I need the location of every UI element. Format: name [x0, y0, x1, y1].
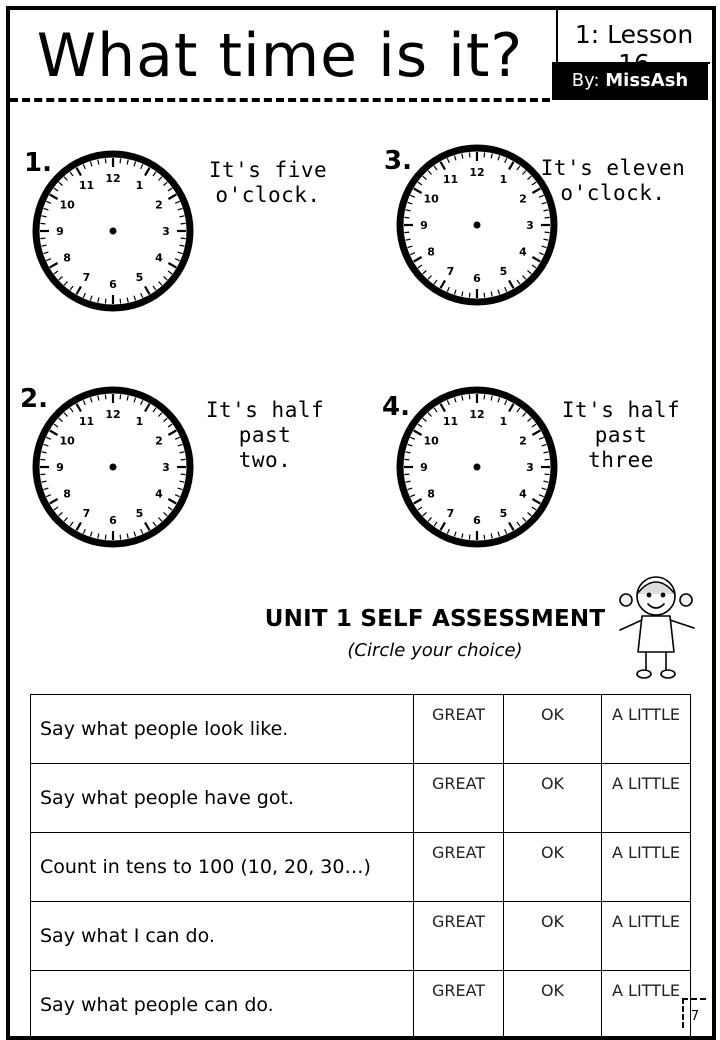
clock-center-dot — [474, 464, 481, 471]
choice-a-little[interactable]: A LITTLE — [602, 902, 691, 971]
clock-caption-3-line1: It's eleven — [540, 156, 686, 180]
clock-tick — [40, 238, 45, 239]
clock-face-1 — [30, 148, 196, 314]
clock-hour-label: 2 — [519, 192, 527, 206]
author-prefix: By: — [571, 70, 600, 91]
clock-hour-label: 7 — [82, 506, 91, 520]
clock-hour-label: 11 — [78, 179, 95, 193]
clock-hour-label: 1 — [135, 415, 144, 429]
assessment-row — [31, 764, 691, 833]
clock-hour-label: 2 — [155, 434, 163, 448]
assessment-skill: Say what I can do. — [31, 902, 414, 971]
clock-caption-1-line1: It's five o'clock. — [208, 158, 328, 207]
clock-tick — [105, 299, 106, 304]
choice-ok[interactable]: OK — [504, 764, 602, 833]
clock-tick — [120, 299, 121, 304]
choice-a-little[interactable]: A LITTLE — [602, 695, 691, 764]
assessment-skill: Say what people have got. — [31, 764, 414, 833]
clock-tick — [545, 217, 550, 218]
clock-tick — [484, 535, 485, 540]
clock-tick — [120, 394, 121, 399]
clock-hour-label: 3 — [526, 461, 534, 474]
clock-hour-label: 6 — [109, 514, 117, 527]
clock-hour-label: 9 — [420, 219, 428, 232]
assessment-row — [31, 833, 691, 902]
clock-tick — [469, 535, 470, 540]
clock-face-2 — [30, 384, 196, 550]
choice-a-little[interactable]: A LITTLE — [602, 971, 691, 1040]
clock-face-4 — [394, 384, 560, 550]
clock-hour-label: 6 — [473, 272, 481, 285]
clock-tick — [404, 474, 409, 475]
choice-ok[interactable]: OK — [504, 833, 602, 902]
assessment-row — [31, 695, 691, 764]
choice-great[interactable]: GREAT — [414, 833, 504, 902]
clock-hour-label: 4 — [155, 251, 163, 265]
clock-hour-label: 4 — [519, 245, 527, 259]
clock-hour-label: 7 — [446, 264, 455, 278]
clock-hour-label: 6 — [473, 514, 481, 527]
clock-hour-label: 10 — [423, 434, 439, 448]
clock-number-3: 3. — [384, 146, 412, 176]
clock-tick — [404, 232, 409, 233]
choice-ok[interactable]: OK — [504, 695, 602, 764]
clock-caption-4-line2: three — [588, 448, 654, 472]
clock-hour-label: 12 — [469, 166, 485, 179]
clock-tick — [484, 394, 485, 399]
clock-tick — [40, 223, 45, 224]
lesson-box — [556, 10, 710, 64]
clock-tick — [469, 394, 470, 399]
clock-hour-label: 5 — [135, 506, 144, 520]
clock-hour-label: 5 — [499, 264, 508, 278]
assessment-skill: Count in tens to 100 (10, 20, 30…) — [31, 833, 414, 902]
assessment-skill: Say what people can do. — [31, 971, 414, 1040]
choice-great[interactable]: GREAT — [414, 971, 504, 1040]
clock-tick — [120, 158, 121, 163]
clock-tick — [105, 158, 106, 163]
choice-great[interactable]: GREAT — [414, 764, 504, 833]
assessment-table — [30, 694, 691, 1040]
choice-ok[interactable]: OK — [504, 902, 602, 971]
page-title: What time is it? — [36, 21, 524, 91]
choice-great[interactable]: GREAT — [414, 902, 504, 971]
clock-caption-2 — [186, 398, 344, 473]
clock-hour-label: 11 — [442, 173, 459, 187]
clock-caption-2-line2: two. — [238, 448, 292, 472]
clock-tick — [469, 152, 470, 157]
clock-hour-label: 6 — [109, 278, 117, 291]
clock-hour-label: 1 — [499, 415, 508, 429]
clock-center-dot — [110, 228, 117, 235]
clock-hour-label: 9 — [420, 461, 428, 474]
assessment-row — [31, 971, 691, 1040]
clock-hour-label: 11 — [78, 415, 95, 429]
clock-hour-label: 8 — [427, 245, 435, 259]
clock-tick — [120, 535, 121, 540]
clock-tick — [404, 459, 409, 460]
clock-hour-label: 7 — [82, 270, 91, 284]
clock-number-2: 2. — [20, 384, 48, 414]
clock-hour-label: 4 — [519, 487, 527, 501]
clock-center-dot — [474, 222, 481, 229]
clock-hour-label: 1 — [135, 179, 144, 193]
clock-tick — [469, 293, 470, 298]
choice-a-little[interactable]: A LITTLE — [602, 833, 691, 902]
girl-illustration-icon — [612, 566, 700, 686]
clock-caption-4 — [542, 398, 700, 473]
clock-tick — [484, 152, 485, 157]
assessment-skill: Say what people look like. — [31, 695, 414, 764]
clock-number-4: 4. — [382, 392, 410, 422]
clock-caption-3-line2: o'clock. — [560, 181, 666, 205]
clock-hour-label: 11 — [442, 415, 459, 429]
clock-hour-label: 8 — [427, 487, 435, 501]
clock-tick — [105, 394, 106, 399]
clock-hour-label: 10 — [59, 434, 75, 448]
clock-tick — [181, 459, 186, 460]
clock-hour-label: 1 — [499, 173, 508, 187]
clock-hour-label: 12 — [105, 172, 121, 185]
clock-caption-2-line1: It's half past — [205, 398, 325, 447]
clock-hour-label: 8 — [63, 251, 71, 265]
clock-tick — [545, 232, 550, 233]
clock-hour-label: 2 — [155, 198, 163, 212]
clock-number-1: 1. — [24, 148, 52, 178]
clock-hour-label: 3 — [526, 219, 534, 232]
clock-hour-label: 12 — [105, 408, 121, 421]
clock-hour-label: 5 — [135, 270, 144, 284]
clock-tick — [181, 474, 186, 475]
clock-tick — [105, 535, 106, 540]
author-label — [552, 70, 708, 91]
lesson-label: 1: Lesson — [574, 20, 694, 49]
clock-tick — [404, 217, 409, 218]
author-box — [552, 62, 708, 100]
assessment-title: UNIT 1 SELF ASSESSMENT — [264, 606, 606, 632]
clock-caption-3 — [538, 156, 688, 206]
clock-center-dot — [110, 464, 117, 471]
clock-hour-label: 9 — [56, 461, 64, 474]
header — [10, 10, 550, 102]
author-name: MissAsh — [605, 70, 689, 91]
assessment-row — [31, 902, 691, 971]
clock-face-3 — [394, 142, 560, 308]
clock-tick — [545, 474, 550, 475]
clock-hour-label: 4 — [155, 487, 163, 501]
clock-tick — [40, 474, 45, 475]
clock-hour-label: 12 — [469, 408, 485, 421]
choice-a-little[interactable]: A LITTLE — [602, 764, 691, 833]
clock-tick — [484, 293, 485, 298]
clock-hour-label: 10 — [423, 192, 439, 206]
clock-hour-label: 3 — [162, 225, 170, 238]
page-number: 7 — [682, 998, 706, 1028]
clock-caption-4-line1: It's half past — [561, 398, 681, 447]
clock-hour-label: 8 — [63, 487, 71, 501]
choice-ok[interactable]: OK — [504, 971, 602, 1040]
clock-hour-label: 10 — [59, 198, 75, 212]
assessment-subtitle: (Circle your choice) — [347, 640, 523, 661]
clock-hour-label: 2 — [519, 434, 527, 448]
clock-tick — [181, 238, 186, 239]
clock-hour-label: 5 — [499, 506, 508, 520]
clock-tick — [181, 223, 186, 224]
choice-great[interactable]: GREAT — [414, 695, 504, 764]
clock-tick — [40, 459, 45, 460]
clock-hour-label: 9 — [56, 225, 64, 238]
clock-hour-label: 3 — [162, 461, 170, 474]
clock-caption-1 — [178, 158, 358, 208]
clock-hour-label: 7 — [446, 506, 455, 520]
